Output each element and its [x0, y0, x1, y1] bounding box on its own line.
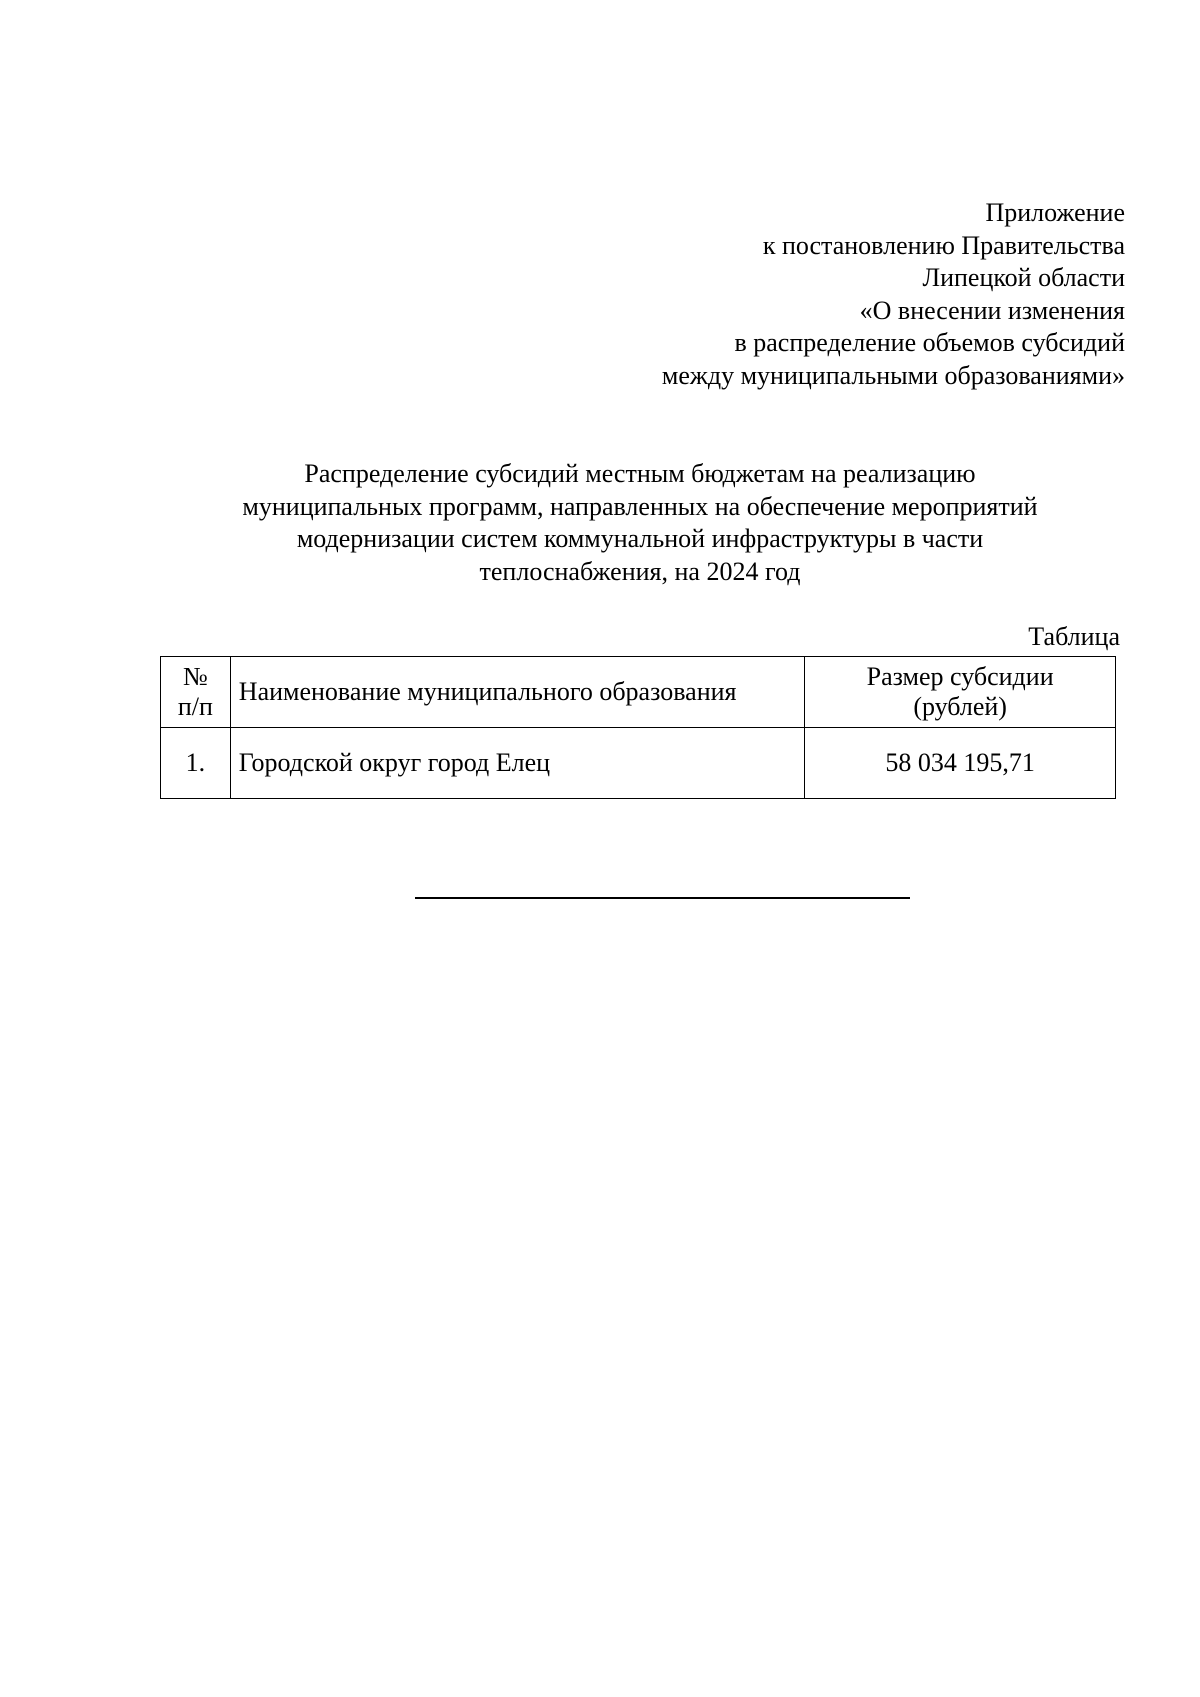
title-line: Распределение субсидий местным бюджетам на реализацию — [304, 459, 976, 488]
header-number — [161, 657, 231, 728]
row-amount: 58 034 195,71 — [805, 728, 1116, 799]
appendix-line: Липецкой области — [922, 263, 1125, 292]
header-amount — [805, 657, 1116, 728]
row-name: Городской округ город Елец — [230, 728, 804, 799]
table-caption: Таблица — [1028, 622, 1120, 651]
header-amount-unit: (рублей) — [913, 692, 1007, 721]
title-line: модернизации систем коммунальной инфраструктуры в части — [296, 524, 984, 553]
header-name: Наименование муниципального образования — [230, 657, 804, 728]
header-number-symbol: № — [182, 662, 208, 691]
appendix-line: к постановлению Правительства — [762, 230, 1125, 260]
appendix-line: в распределение объемов субсидий — [734, 328, 1125, 357]
closing-divider — [415, 897, 910, 899]
header-amount-label: Размер субсидии — [866, 662, 1054, 691]
subsidy-table — [160, 656, 1116, 799]
table-row — [161, 728, 1116, 799]
title-line: муниципальных программ, направленных на обеспечение мероприятий — [242, 491, 1038, 521]
header-number-abbrev: п/п — [177, 692, 213, 721]
table-header-row — [161, 657, 1116, 728]
title-line: теплоснабжения, на 2024 год — [479, 556, 801, 586]
appendix-line: Приложение — [985, 198, 1125, 227]
appendix-line: «О внесении изменения — [859, 295, 1125, 325]
row-number: 1. — [161, 728, 231, 799]
document-title — [140, 458, 1140, 588]
appendix-block — [425, 197, 1125, 392]
appendix-line: между муниципальными образованиями» — [661, 360, 1125, 390]
